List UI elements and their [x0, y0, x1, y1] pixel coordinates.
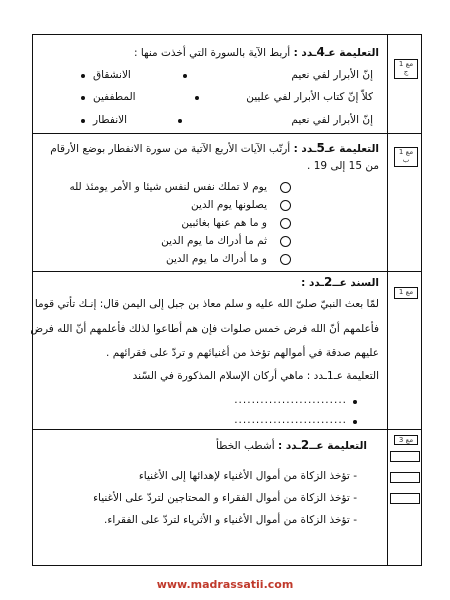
answer-dots-2[interactable]: .......................... [234, 414, 347, 426]
answer-circle[interactable] [280, 236, 291, 247]
section-divider [33, 133, 421, 134]
bullet-icon [183, 74, 187, 78]
grading-column [387, 35, 421, 565]
bullet-icon [81, 119, 85, 123]
task5-verse-3: و ما هم عنها بغائبين [181, 217, 267, 229]
sanad-line-1: لمّا بعث النبيّ صلىّ الله عليه و سلم معاذ بن جبل إلى اليمن قال: إنـك تأتي قوما [34, 298, 379, 310]
task4-verse-2: كلاّ إنّ كتاب الأبرار لفي عليين [246, 91, 373, 103]
worksheet-frame [32, 34, 422, 566]
bullet-icon [353, 420, 357, 424]
task4-instruction: التعليمة عـ4ـدد : أربط الآية بالسورة التي أخذت منها : [133, 45, 379, 59]
task4-surah-2: المطففين [93, 91, 136, 103]
task4-verse-1: إنّ الأبرار لفي نعيم [291, 69, 373, 81]
answer-circle[interactable] [280, 218, 291, 229]
sanad-question: التعليمة عـ1ـدد : ماهي أركان الإسلام المذكورة في السّند [132, 370, 379, 382]
task2-item-3[interactable]: - تؤخذ الزكاة من أموال الأغنياء و الأثرياء لتردّ على الفقراء. [104, 514, 357, 526]
bullet-icon [81, 74, 85, 78]
task5-instruction: التعليمة عـ5ـدد : أرتّب الآيات الأربع الآتية من سورة الانفطار بوضع الأرقام [50, 141, 379, 155]
answer-circle[interactable] [280, 254, 291, 265]
task4-surah-1: الانشقاق [93, 69, 131, 81]
grade-box-1: مع 1 ج [394, 59, 418, 79]
bullet-icon [353, 400, 357, 404]
task2-instruction: التعليمة عــ2ـدد : أشطب الخطأ [215, 438, 367, 452]
task4-surah-3: الانفطار [93, 114, 128, 126]
section-divider [33, 271, 421, 272]
section-divider [33, 429, 421, 430]
bullet-icon [81, 96, 85, 100]
answer-circle[interactable] [280, 182, 291, 193]
footer-url[interactable]: www.madrassatii.com [156, 578, 294, 591]
score-box-1 [390, 451, 420, 462]
task4-verse-3: إنّ الأبرار لفي نعيم [291, 114, 373, 126]
bullet-icon [178, 119, 182, 123]
answer-circle[interactable] [280, 200, 291, 211]
task2-item-2[interactable]: - تؤخذ الزكاة من أموال الفقراء و المحتاجين لتردّ على الأغنياء [93, 492, 357, 504]
sanad-line-3: عليهم صدقة في أموالهم تؤخذ من أغنيائهم و تردّ على فقرائهم . [106, 347, 379, 359]
task5-verse-5: و ما أدراك ما يوم الدين [165, 253, 267, 265]
grade-box-4: مع 3 [394, 435, 418, 445]
score-box-3 [390, 493, 420, 504]
task5-verse-1: يوم لا تملك نفس لنفس شيئا و الأمر يومئذ لله [69, 181, 267, 193]
task5-range: من 15 إلى 19 . [307, 160, 379, 172]
sanad-title: السند عــ2ـدد : [301, 275, 379, 289]
grade-box-3: مع 1 [394, 287, 418, 299]
content-area [30, 35, 387, 565]
task2-item-1[interactable]: - تؤخذ الزكاة من أموال الأغنياء لإهدائها إلى الأغنياء [138, 470, 357, 482]
task5-verse-2: يصلونها يوم الدين [191, 199, 267, 211]
task5-verse-4: ثم ما أدراك ما يوم الدين [161, 235, 267, 247]
grade-box-2: مع 1 ب [394, 147, 418, 167]
bullet-icon [195, 96, 199, 100]
score-box-2 [390, 472, 420, 483]
answer-dots-1[interactable]: .......................... [234, 394, 347, 406]
sanad-line-2: فأعلمهم أنّ الله فرض خمس صلوات فإن هم أطاعوا لذلك فأعلمهم أنّ الله فرض [30, 323, 379, 335]
